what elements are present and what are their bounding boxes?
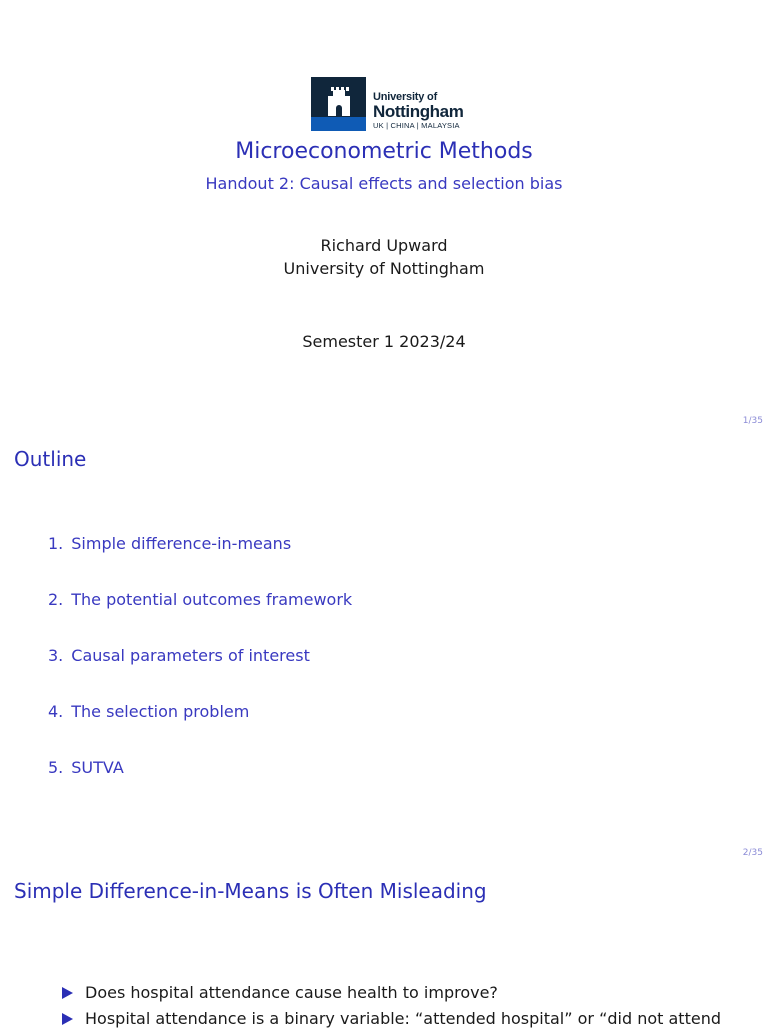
outline-item-label: Causal parameters of interest [71,646,310,665]
frame-title: Outline [14,447,87,471]
triangle-bullet-icon [62,1013,73,1025]
outline-item-number: 4. [48,702,64,721]
university-logo [311,77,463,131]
presentation-subtitle: Handout 2: Causal effects and selection bias [205,174,563,193]
outline-list [48,534,352,814]
bullet-list [62,983,721,1035]
author-block [0,234,768,280]
outline-item-number: 1. [48,534,64,553]
outline-item-number: 5. [48,758,64,777]
outline-item-label: SUTVA [71,758,124,777]
logo-line-university: University of [373,91,438,103]
outline-item[interactable] [48,758,352,814]
frame-title: Simple Difference-in-Means is Often Misleading [14,879,487,903]
bullet-item [62,983,721,1009]
castle-crest-icon [311,77,366,131]
content-slide [0,864,768,1028]
outline-item-label: The selection problem [71,702,250,721]
presentation-title: Microeconometric Methods [235,139,533,164]
outline-item[interactable] [48,590,352,646]
bullet-item [62,1009,721,1035]
outline-item[interactable] [48,534,352,590]
page-number: 2/35 [742,848,763,858]
logo-wordmark [373,77,463,131]
triangle-bullet-icon [62,987,73,999]
outline-item-number: 3. [48,646,64,665]
title-slide [0,0,768,432]
outline-slide [0,432,768,864]
logo-line-nottingham: Nottingham [373,102,464,121]
outline-item[interactable] [48,646,352,702]
logo-line-campuses: UK | CHINA | MALAYSIA [373,121,460,130]
page-number: 1/35 [742,416,763,426]
bullet-text: Hospital attendance is a binary variable: “attended hospital” or “did not attend [85,1009,721,1028]
outline-item[interactable] [48,702,352,758]
outline-item-label: The potential outcomes framework [71,590,353,609]
outline-item-number: 2. [48,590,64,609]
presentation-date: Semester 1 2023/24 [302,332,466,351]
bullet-text: Does hospital attendance cause health to improve? [85,983,498,1002]
author-affiliation: University of Nottingham [283,259,485,278]
outline-item-label: Simple difference-in-means [71,534,292,553]
author-name: Richard Upward [320,236,448,255]
